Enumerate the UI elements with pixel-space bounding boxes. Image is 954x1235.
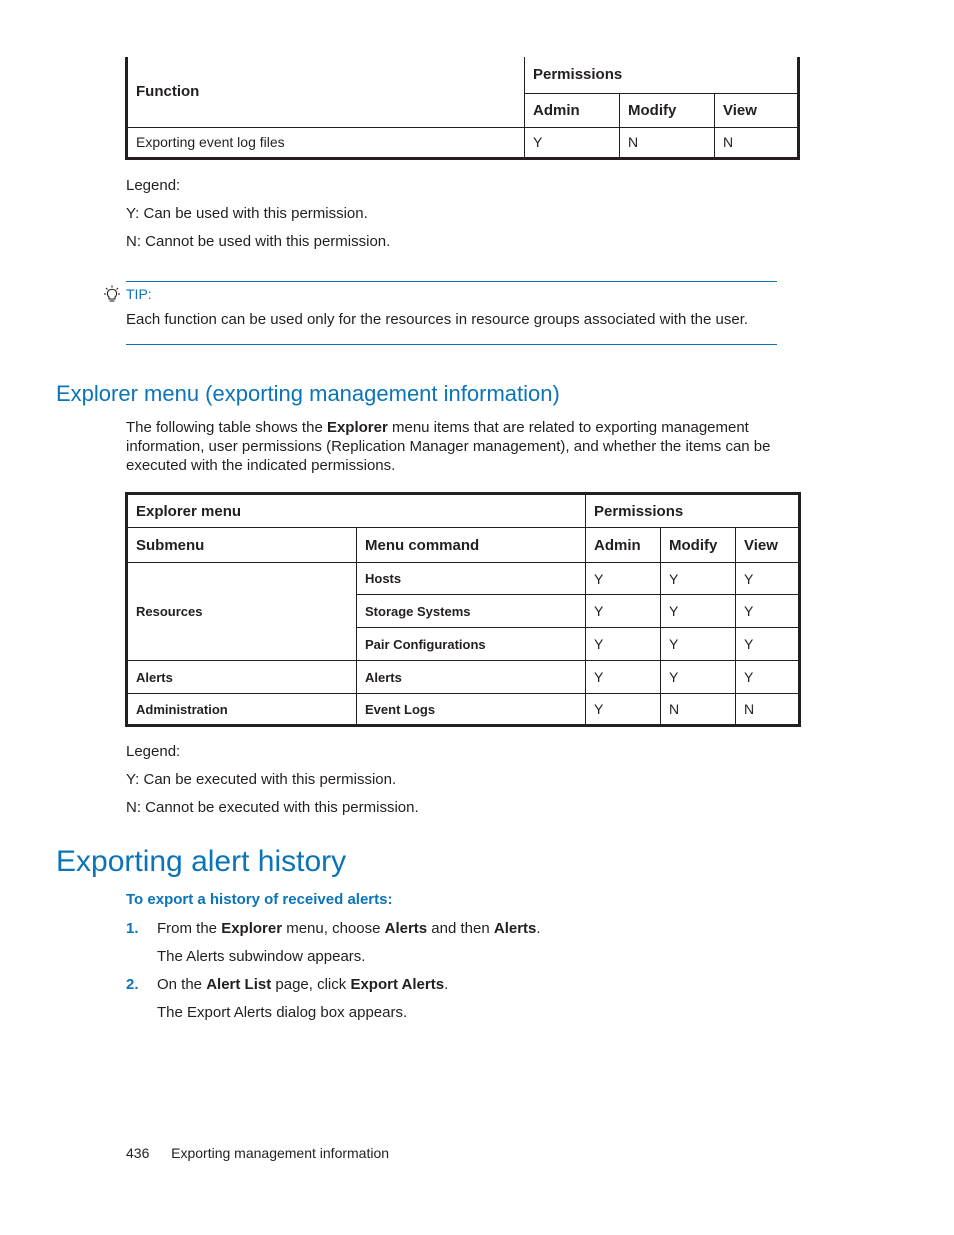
step-bold: Explorer [221,920,283,937]
explorer-menu-header: Explorer menu [127,494,586,528]
view-cell: Y [736,563,800,595]
step-number: 1. [126,920,139,937]
intro-bold: Explorer [326,419,388,436]
view-header: View [736,528,800,563]
modify-cell: Y [661,563,736,595]
submenu-cell: Administration [127,694,357,726]
admin-cell: Y [586,661,661,694]
modify-header: Modify [661,528,736,563]
procedure-title: To export a history of received alerts: [126,891,393,908]
step-result: The Export Alerts dialog box appears. [157,1004,408,1021]
admin-header: Admin [525,93,620,127]
lightbulb-icon [102,285,122,305]
view-header: View [715,93,799,127]
step-bold: Alerts [493,920,537,937]
step-text: menu, choose [282,920,385,937]
intro-text: The following table shows the [126,419,327,436]
view-cell: N [736,694,800,726]
step-1 [126,915,826,943]
admin-cell: Y [586,563,661,595]
command-cell: Hosts [357,563,586,595]
page-footer [126,1145,389,1161]
legend-title: Legend: [126,177,181,194]
table-row [127,563,800,595]
page-heading: Exporting alert history [56,845,347,878]
modify-cell: Y [661,661,736,694]
section-intro [126,418,806,475]
legend-y: Y: Can be used with this permission. [126,205,368,222]
step-bold: Export Alerts [350,976,445,993]
admin-cell: Y [586,694,661,726]
submenu-cell: Alerts [127,661,357,694]
table-row [127,661,800,694]
explorer-menu-table [125,492,801,727]
table-row [127,127,799,158]
function-header: Function [127,57,525,127]
step-bold: Alerts [384,920,428,937]
function-cell: Exporting event log files [127,127,525,158]
view-cell: Y [736,628,800,661]
tip-label: TIP: [126,286,152,302]
admin-cell: Y [525,127,620,158]
submenu-header: Submenu [127,528,357,563]
table-row [127,694,800,726]
view-cell: Y [736,661,800,694]
legend-2 [126,738,419,822]
legend-1 [126,172,390,256]
command-cell: Event Logs [357,694,586,726]
modify-cell: N [661,694,736,726]
tip-top-rule [126,281,777,282]
step-number: 2. [126,976,139,993]
function-permissions-table [125,57,800,160]
command-cell: Storage Systems [357,595,586,628]
step-2 [126,971,826,999]
submenu-cell: Resources [127,563,357,661]
step-result: The Alerts subwindow appears. [157,948,366,965]
modify-cell: Y [661,628,736,661]
procedure-steps [126,915,826,1027]
step-text: . [444,976,449,993]
modify-cell: N [620,127,715,158]
page-number: 436 [126,1145,150,1161]
intro-line-2: information, user permissions (Replication Manager management), and whether the items can be [126,438,771,455]
step-text: On the [157,976,207,993]
tip-text: Each function can be used only for the resources in resource groups associated with the user. [126,311,749,328]
legend-y: Y: Can be executed with this permission. [126,771,397,788]
step-text: page, click [271,976,351,993]
admin-header: Admin [586,528,661,563]
section-heading: Explorer menu (exporting management information) [56,381,560,406]
view-cell: N [715,127,799,158]
modify-cell: Y [661,595,736,628]
legend-n: N: Cannot be used with this permission. [126,233,391,250]
command-cell: Pair Configurations [357,628,586,661]
intro-text-2: menu items that are related to exporting management [387,419,749,436]
admin-cell: Y [586,628,661,661]
view-cell: Y [736,595,800,628]
menu-command-header: Menu command [357,528,586,563]
permissions-header: Permissions [525,57,799,93]
footer-section-title: Exporting management information [171,1145,390,1161]
step-text: and then [427,920,494,937]
tip-bottom-rule [126,344,777,345]
admin-cell: Y [586,595,661,628]
legend-n: N: Cannot be executed with this permission. [126,799,419,816]
step-text: From the [157,920,222,937]
step-bold: Alert List [206,976,272,993]
modify-header: Modify [620,93,715,127]
permissions-header: Permissions [586,494,800,528]
command-cell: Alerts [357,661,586,694]
intro-line-3: executed with the indicated permissions. [126,457,396,474]
legend-title: Legend: [126,743,181,760]
step-text: . [536,920,541,937]
